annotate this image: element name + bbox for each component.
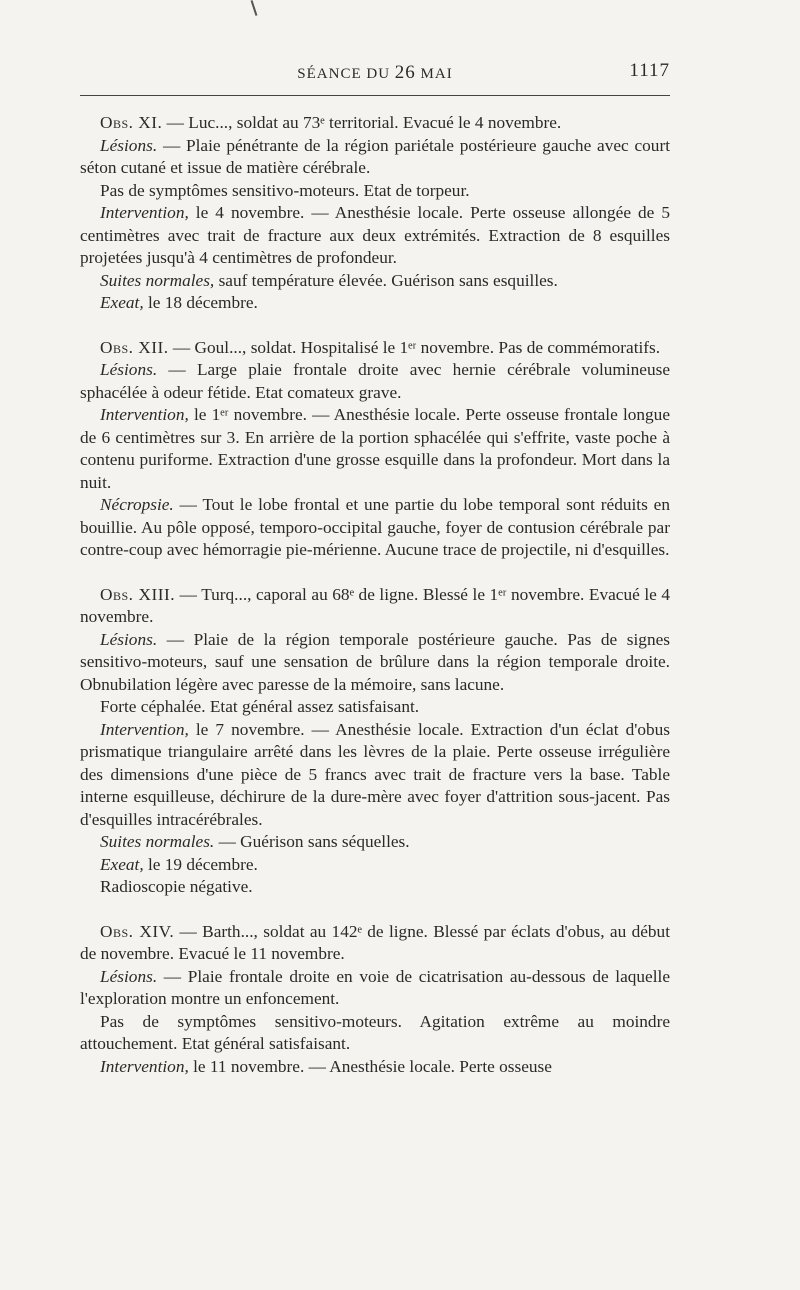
running-title [80, 62, 670, 84]
intervention-text: le 7 novembre. — Anesthésie locale. Extraction d'un éclat d'obus prismatique triangulaire arrêté dans les lèvres de la plaie. Perte osseuse irrégulière des dimensions d'une pièce de 5 francs avec trait de fracture vers la base. Table interne esquilleuse, déchirure de la dure-mère avec foyer d'attrition sous-jacent. Pas d'esquilles intracérébrales. [80, 719, 670, 829]
lesions-text: — Plaie frontale droite en voie de cicatrisation au-dessous de laquelle l'exploration montre un enfoncement. [80, 966, 670, 1008]
lesions-label: Lésions. [100, 966, 158, 986]
obs-14-lesions [80, 966, 670, 1011]
lesions-label: Lésions. [100, 135, 158, 155]
obs-14-heading [80, 921, 670, 966]
obs-12-text: — Goul..., soldat. Hospitalisé le 1ᵉʳ novembre. Pas de commémoratifs. [168, 337, 661, 357]
suites-text: — Guérison sans séquelles. [214, 832, 410, 851]
obs-13-heading [80, 584, 670, 629]
page-body [80, 112, 670, 1078]
lesions-text: — Plaie de la région temporale postérieure gauche. Pas de signes sensitivo-moteurs, sauf une sensation de brûlure dans la région temporale droite. Obnubilation légère avec paresse de la mémoire, sans lacune. [80, 629, 670, 694]
obs-12-intervention [80, 404, 670, 494]
obs-11-symptoms: Pas de symptômes sensitivo-moteurs. Etat de torpeur. [100, 180, 470, 200]
exeat-label: Exeat, [100, 293, 144, 312]
necropsie-text: — Tout le lobe frontal et une partie du lobe temporal sont réduits en bouillie. Au pôle opposé, temporo-occipital gauche, foyer de contusion cérébrale par contre-coup avec hémorragie pie-mérienne. Aucune trace de projectile, ni d'esquilles. [80, 495, 670, 559]
running-title-month: MAI [420, 66, 453, 82]
obs-13-lesions [80, 629, 670, 697]
obs-14-symptoms: Pas de symptômes sensitivo-moteurs. Agitation extrême au moindre attouchement. Etat général satisfaisant. [80, 1011, 670, 1053]
section-gap [80, 562, 670, 584]
intervention-text: le 4 novembre. — Anesthésie locale. Perte osseuse allongée de 5 centimètres avec trait de fracture aux deux extrémités. Extraction de 8 esquilles projetées jusqu'à 4 centimètres de profondeur. [80, 203, 670, 267]
obs-13-general: Forte céphalée. Etat général assez satisfaisant. [100, 697, 420, 716]
obs-13-exeat [80, 854, 670, 877]
obs-11-lesions [80, 135, 670, 180]
header-rule [80, 95, 670, 96]
exeat-label: Exeat, [100, 854, 144, 874]
obs-11-suites [80, 270, 670, 293]
intervention-label: Intervention, [100, 1056, 189, 1076]
lesions-text: — Large plaie frontale droite avec hernie cérébrale volumineuse sphacélée à odeur fétide. Etat comateux grave. [80, 360, 670, 402]
obs-12-label: Obs. XII. [100, 337, 169, 357]
necropsie-label: Nécropsie. [100, 495, 174, 514]
obs-12-necropsie [80, 494, 670, 562]
intervention-label: Intervention, [100, 405, 189, 424]
obs-14-intervention [80, 1056, 670, 1079]
running-title-day: 26 [394, 62, 416, 83]
obs-13-intervention [80, 719, 670, 832]
exeat-text: le 19 décembre. [143, 854, 258, 874]
section-gap [80, 899, 670, 921]
running-title-prefix: SÉANCE DU [297, 66, 391, 82]
lesions-label: Lésions. [100, 360, 158, 379]
obs-13-suites [80, 831, 670, 854]
section-gap [80, 315, 670, 337]
obs-11-text: — Luc..., soldat au 73ᵉ territorial. Evacué le 4 novembre. [162, 113, 562, 132]
obs-12-lesions [80, 359, 670, 404]
suites-label: Suites normales. [100, 832, 215, 851]
exeat-text: le 18 décembre. [143, 293, 258, 312]
obs-11-heading [80, 112, 670, 135]
obs-11-exeat [80, 292, 670, 315]
obs-14-label: Obs. XIV. [100, 921, 175, 941]
obs-11-label: Obs. XI. [100, 113, 163, 132]
intervention-label: Intervention, [100, 719, 189, 739]
margin-mark [251, 0, 258, 16]
obs-13-radioscopie: Radioscopie négative. [100, 877, 253, 896]
lesions-label: Lésions. [100, 629, 158, 649]
obs-11-intervention [80, 202, 670, 270]
intervention-label: Intervention, [100, 203, 189, 222]
running-header [80, 58, 670, 88]
intervention-text: le 1ᵉʳ novembre. — Anesthésie locale. Perte osseuse frontale longue de 6 centimètres sur 3. En arrière de la portion sphacélée qui s'effrite, vaste poche à contenu puriforme. Extraction d'une grosse esquille dans la profondeur. Mort dans la nuit. [80, 405, 670, 492]
obs-12-heading [80, 337, 670, 360]
lesions-text: — Plaie pénétrante de la région pariétale postérieure gauche avec court séton cutané et issue de matière cérébrale. [80, 135, 670, 177]
obs-13-label: Obs. XIII. [100, 584, 176, 604]
page-number: 1117 [629, 60, 670, 81]
suites-label: Suites normales, [100, 270, 215, 290]
intervention-text: le 11 novembre. — Anesthésie locale. Perte osseuse [188, 1056, 552, 1076]
obs-13-text: — Turq..., caporal au 68ᵉ de ligne. Blessé le 1ᵉʳ novembre. Evacué le 4 novembre. [80, 584, 670, 626]
obs-14-text: — Barth..., soldat au 142ᵉ de ligne. Blessé par éclats d'obus, au début de novembre. Evacué le 11 novembre. [80, 921, 670, 963]
suites-text: sauf température élevée. Guérison sans esquilles. [214, 270, 558, 290]
